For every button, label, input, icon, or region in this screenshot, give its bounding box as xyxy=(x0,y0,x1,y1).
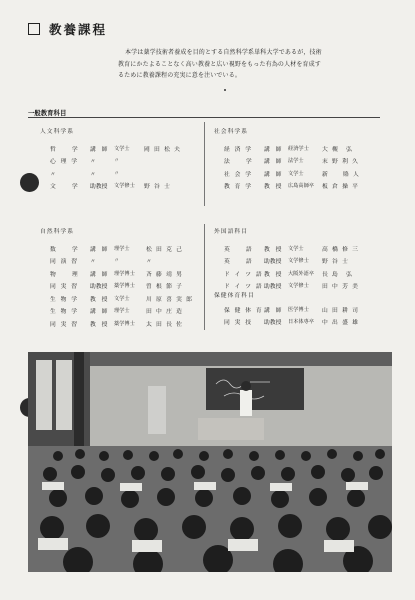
subject-cell: 心 理 学 xyxy=(50,159,79,166)
subject-cell: 経 済 学 xyxy=(224,146,253,153)
health-title: 保健体育科目 xyxy=(214,293,255,299)
natural-title: 自然科学系 xyxy=(40,229,74,235)
natural-block xyxy=(40,226,193,330)
name-cell: 松 田 克 己 xyxy=(146,246,184,253)
page-title: 教養課程 xyxy=(49,22,108,37)
social-title: 社会科学系 xyxy=(214,129,248,135)
rank-cell: 教 授 xyxy=(90,321,108,328)
rank-cell: 講 師 xyxy=(90,146,108,153)
small-dot xyxy=(224,89,226,91)
humanities-title: 人文科学系 xyxy=(40,129,74,135)
name-cell: 板 倉 操 平 xyxy=(322,184,360,191)
name-cell: 〃 xyxy=(146,259,153,266)
table-row xyxy=(50,317,193,330)
degree-cell: 文学士 xyxy=(288,170,304,177)
table-row xyxy=(50,267,193,280)
name-cell: 太 田 長 佐 xyxy=(146,321,184,328)
degree-cell: 薬学博士 xyxy=(114,283,135,290)
degree-cell: 文学修士 xyxy=(114,183,135,190)
subject-cell: 生 物 学 xyxy=(50,296,79,303)
table-row xyxy=(50,180,181,193)
natural-table xyxy=(50,242,193,330)
subject-cell: 文 学 xyxy=(50,184,80,191)
subject-cell: 生 物 学 xyxy=(50,309,79,316)
rank-cell: 助教授 xyxy=(264,320,282,327)
subject-cell: 同 実 習 xyxy=(50,284,79,291)
subject-cell: 英 語 xyxy=(224,259,254,266)
table-row xyxy=(50,155,181,168)
table-row xyxy=(224,242,359,255)
degree-cell: 文学修士 xyxy=(288,258,309,265)
intro-line: 教育にかたよることなく高い教養と広い視野をもった有為の人材を育成す xyxy=(118,60,321,68)
degree-cell: 医学博士 xyxy=(288,306,309,313)
table-row xyxy=(50,167,181,180)
table-row xyxy=(224,267,359,280)
name-cell: 末 野 利 久 xyxy=(322,159,360,166)
social-table xyxy=(224,142,360,192)
name-cell: 川 原 喜 実 郎 xyxy=(146,296,194,303)
table-row xyxy=(224,155,360,168)
rank-cell: 教 授 xyxy=(264,271,282,278)
subject-cell: 同 実 技 xyxy=(224,320,253,327)
name-cell: 長 島 弘 xyxy=(322,271,354,278)
table-row xyxy=(224,142,360,155)
name-cell: 大 槻 弘 xyxy=(322,146,354,153)
degree-cell: 文学士 xyxy=(288,245,304,252)
subject-cell: 〃 xyxy=(50,171,58,178)
rank-cell: 助教授 xyxy=(90,284,108,291)
subject-cell: 物 理 xyxy=(50,271,80,278)
punch-hole-icon xyxy=(20,173,39,192)
rank-cell: 講 師 xyxy=(264,159,282,166)
table-row xyxy=(224,167,360,180)
degree-cell: 日本体専卒 xyxy=(288,319,314,326)
rank-cell: 講 師 xyxy=(264,171,282,178)
subject-cell: ド イ ツ 語 xyxy=(224,284,264,291)
rank-cell: 助教授 xyxy=(264,259,282,266)
intro-line: るために教養課程の充実に意を注いでいる。 xyxy=(118,72,242,79)
table-row xyxy=(50,292,193,305)
name-cell: 野 谷 士 xyxy=(144,184,172,191)
degree-cell: 広島高師卒 xyxy=(288,183,314,190)
subject-cell: ド イ ツ 語 xyxy=(224,271,264,278)
table-row xyxy=(224,316,359,329)
name-cell: 田 中 庄 造 xyxy=(146,309,184,316)
table-row xyxy=(50,255,193,268)
name-cell xyxy=(144,155,181,168)
degree-cell: 〃 xyxy=(114,170,120,177)
rank-cell: 講 師 xyxy=(264,307,282,314)
degree-cell: 文学修士 xyxy=(288,283,309,290)
name-cell: 中 出 盛 雄 xyxy=(322,320,360,327)
general-heading: 一般教育科目 xyxy=(28,109,67,117)
intro-text xyxy=(118,47,400,82)
intro-line: 本学は薬学技術者養成を目的とする自然科学系単科大学であるが，技術 xyxy=(125,49,322,56)
rank-cell: 〃 xyxy=(90,159,96,166)
name-cell: 田 中 芳 美 xyxy=(322,284,360,291)
table-row xyxy=(50,280,193,293)
name-cell: 斉 藤 靖 男 xyxy=(146,271,184,278)
table-row xyxy=(224,303,359,316)
degree-cell: 〃 xyxy=(114,258,120,265)
column-divider-bottom xyxy=(204,224,205,330)
rank-cell: 〃 xyxy=(90,171,96,178)
title-box-icon xyxy=(28,23,40,35)
name-cell: 岡 田 松 夫 xyxy=(144,146,182,153)
top-rule xyxy=(28,117,380,118)
humanities-table xyxy=(50,142,181,192)
subject-cell: 教 育 学 xyxy=(224,184,253,191)
humanities-block xyxy=(40,126,181,192)
table-row xyxy=(50,242,193,255)
table-row xyxy=(50,305,193,318)
degree-cell: 理学士 xyxy=(114,308,130,315)
foreign-title: 外国語科目 xyxy=(214,229,248,235)
subject-cell: 英 語 xyxy=(224,246,254,253)
degree-cell: 大阪外語卒 xyxy=(288,270,314,277)
subject-cell: 同 実 習 xyxy=(50,321,79,328)
rank-cell: 講 師 xyxy=(264,146,282,153)
subject-cell: 法 学 xyxy=(224,159,254,166)
health-block xyxy=(214,290,359,328)
degree-cell: 理学博士 xyxy=(114,270,135,277)
name-cell: 高 橋 修 三 xyxy=(322,246,360,253)
degree-cell: 文学士 xyxy=(114,145,130,152)
table-row xyxy=(50,142,181,155)
name-cell: 山 田 耕 司 xyxy=(322,307,360,314)
foreign-block xyxy=(214,226,359,292)
name-cell: 新 賂 人 xyxy=(322,171,361,178)
rank-cell: 教 授 xyxy=(264,246,282,253)
rank-cell: 教 授 xyxy=(90,296,108,303)
rank-cell: 助教授 xyxy=(90,184,108,191)
subject-cell: 同 演 習 xyxy=(50,259,79,266)
degree-cell: 法学士 xyxy=(288,158,304,165)
subject-cell: 数 学 xyxy=(50,246,80,253)
rank-cell: 講 師 xyxy=(90,271,108,278)
degree-cell: 理学士 xyxy=(114,245,130,252)
degree-cell: 経済学士 xyxy=(288,145,309,152)
degree-cell: 〃 xyxy=(114,158,120,165)
rank-cell: 〃 xyxy=(90,259,96,266)
degree-cell: 薬学博士 xyxy=(114,320,135,327)
name-cell: 曽 根 節 子 xyxy=(146,284,184,291)
subject-cell: 哲 学 xyxy=(50,146,80,153)
subject-cell: 保 健 体 育 xyxy=(224,307,264,314)
subject-cell: 社 会 学 xyxy=(224,171,253,178)
rank-cell: 教 授 xyxy=(264,184,282,191)
lecture-hall-illustration xyxy=(28,352,392,572)
rank-cell: 講 師 xyxy=(90,309,108,316)
lecture-hall-photo xyxy=(28,352,392,572)
title-row xyxy=(28,20,107,38)
health-table xyxy=(224,303,359,328)
table-row xyxy=(224,180,360,193)
table-row xyxy=(224,255,359,268)
name-cell: 野 谷 士 xyxy=(322,259,350,266)
column-divider-top xyxy=(204,122,205,206)
rank-cell: 助教授 xyxy=(264,284,282,291)
degree-cell: 文学士 xyxy=(114,295,130,302)
social-block xyxy=(214,126,360,192)
name-cell xyxy=(144,167,181,180)
foreign-table xyxy=(224,242,359,292)
rank-cell: 講 師 xyxy=(90,246,108,253)
